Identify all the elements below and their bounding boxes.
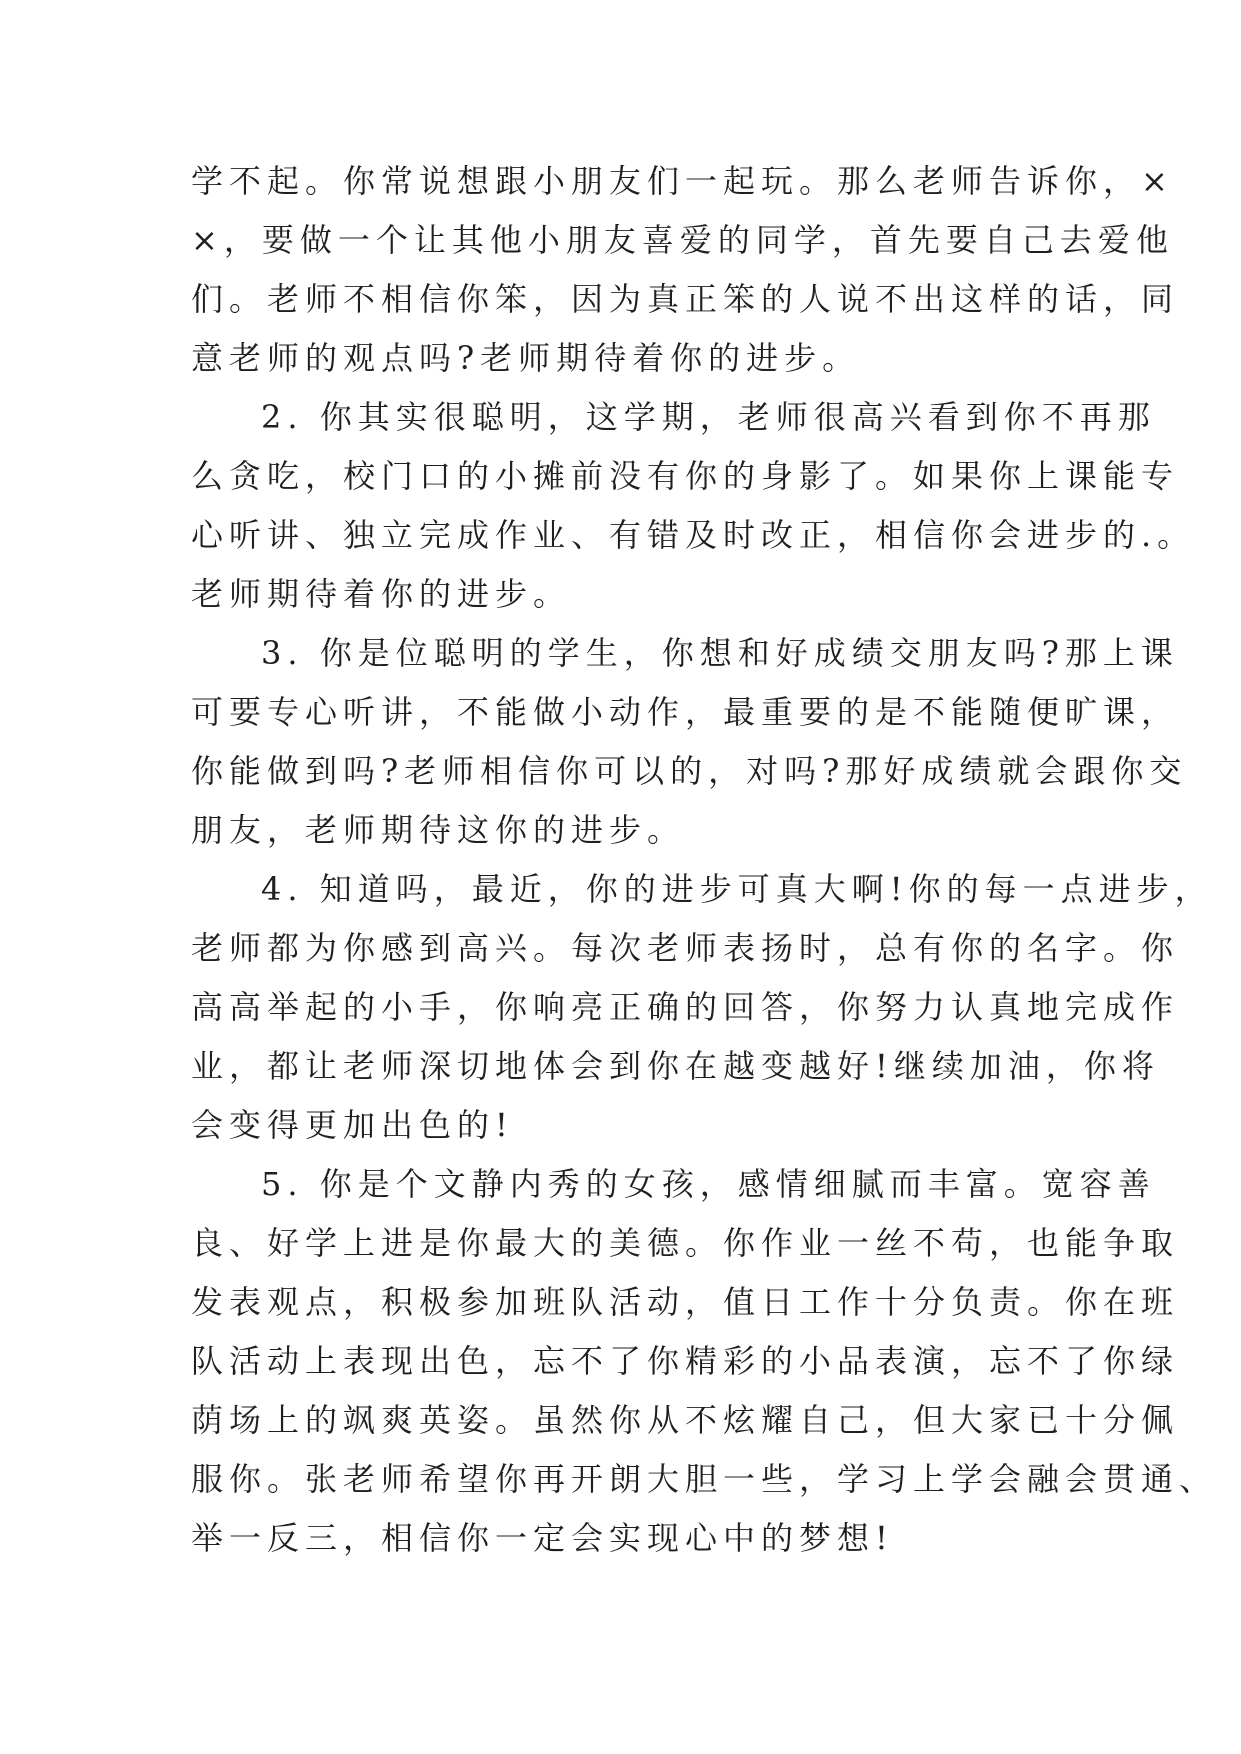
text-line: 老师都为你感到高兴。每次老师表扬时，总有你的名字。你	[191, 929, 1180, 967]
text-line: 举一反三，相信你一定会实现心中的梦想!	[191, 1519, 894, 1557]
text-line: 3. 你是位聪明的学生，你想和好成绩交朋友吗?那上课	[261, 634, 1179, 672]
text-line: 2. 你其实很聪明，这学期，老师很高兴看到你不再那	[261, 398, 1156, 436]
text-line: 老师期待着你的进步。	[191, 575, 572, 613]
text-line: 高高举起的小手，你响亮正确的回答，你努力认真地完成作	[191, 988, 1180, 1026]
text-line: 业，都让老师深切地体会到你在越变越好!继续加油，你将	[191, 1047, 1160, 1085]
text-line: 4. 知道吗，最近，你的进步可真大啊!你的每一点进步，	[261, 870, 1213, 908]
text-line: 5. 你是个文静内秀的女孩，感情细腻而丰富。宽容善	[261, 1165, 1156, 1203]
text-line: 发表观点，积极参加班队活动，值日工作十分负责。你在班	[191, 1283, 1180, 1321]
text-line: ×，要做一个让其他小朋友喜爱的同学，首先要自己去爱他	[191, 221, 1174, 259]
text-line: 荫场上的飒爽英姿。虽然你从不炫耀自己，但大家已十分佩	[191, 1401, 1180, 1439]
document-body	[191, 152, 1218, 1568]
text-line: 队活动上表现出色，忘不了你精彩的小品表演，忘不了你绿	[191, 1342, 1180, 1380]
text-line: 们。老师不相信你笨，因为真正笨的人说不出这样的话，同	[191, 280, 1180, 318]
text-line: 良、好学上进是你最大的美德。你作业一丝不苟，也能争取	[191, 1224, 1180, 1262]
text-line: 朋友，老师期待这你的进步。	[191, 811, 686, 849]
text-line: 意老师的观点吗?老师期待着你的进步。	[191, 339, 861, 377]
text-line: 会变得更加出色的!	[191, 1106, 514, 1144]
text-line: 么贪吃，校门口的小摊前没有你的身影了。如果你上课能专	[191, 457, 1180, 495]
text-line: 服你。张老师希望你再开朗大胆一些，学习上学会融会贯通、	[191, 1460, 1218, 1498]
text-line: 学不起。你常说想跟小朋友们一起玩。那么老师告诉你，×	[191, 162, 1174, 200]
text-line: 你能做到吗?老师相信你可以的，对吗?那好成绩就会跟你交	[191, 752, 1188, 790]
text-line: 可要专心听讲，不能做小动作，最重要的是不能随便旷课，	[191, 693, 1180, 731]
text-line: 心听讲、独立完成作业、有错及时改正，相信你会进步的.。	[191, 516, 1196, 554]
